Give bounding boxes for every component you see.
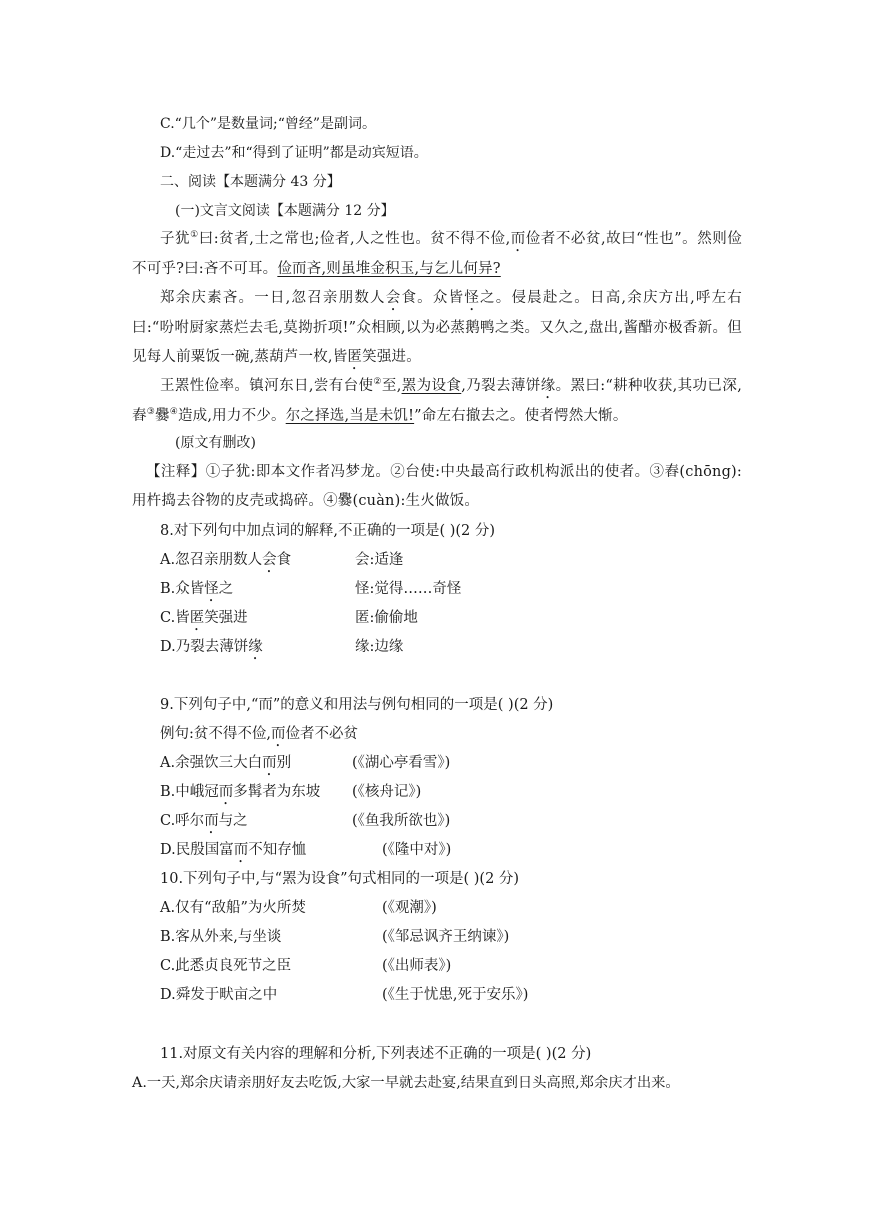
dotted-word: 缘 bbox=[540, 378, 556, 394]
option-d-line: D.“走过去”和“得到了证明”都是动宾短语。 bbox=[160, 145, 428, 161]
text: 笑强进。 bbox=[362, 349, 421, 366]
q10-option-c-source: (《出师表》) bbox=[382, 958, 452, 974]
annotation-note: 【注释】①子犹:即本文作者冯梦龙。②台使:中央最高行政机构派出的使者。③舂(chōng):用杵捣去谷物的皮壳或捣碎。④爨(cuàn):生火做饭。 bbox=[132, 464, 742, 510]
text: 之 bbox=[218, 581, 234, 597]
dotted-word: 而 bbox=[218, 784, 234, 800]
text: 爨 bbox=[154, 408, 170, 424]
q9-example bbox=[160, 724, 358, 750]
text: D.民殷国富 bbox=[160, 842, 234, 858]
dotted-word: 匿 bbox=[189, 610, 205, 626]
q8-option-c-def: 匿:偷偷地 bbox=[355, 610, 418, 626]
text: 例句:贫不得不俭, bbox=[160, 726, 271, 742]
text: 王罴性俭率。镇河东日,尝有台使 bbox=[160, 378, 374, 394]
q8-option-a bbox=[160, 550, 291, 576]
footnote-mark: ③ bbox=[146, 407, 155, 418]
text: D.乃裂去薄饼 bbox=[160, 639, 249, 655]
text: 俭者不必贫,故曰“性也”。然则俭不可乎?曰:吝不可耳。 bbox=[132, 231, 742, 277]
q8-option-c bbox=[160, 608, 248, 634]
section-heading: 二、阅读【本题满分 43 分】 bbox=[160, 174, 341, 190]
q8-option-d bbox=[160, 637, 263, 663]
text: B.中峨冠 bbox=[160, 784, 219, 800]
q9-option-a-source: (《湖心亭看雪》) bbox=[352, 755, 451, 771]
q8-option-b bbox=[160, 579, 233, 605]
dotted-word: 而 bbox=[233, 842, 249, 858]
text: 曰:贫者,士之常也;俭者,人之性也。贫不得不俭, bbox=[198, 231, 511, 247]
q10-option-d-source: (《生于忧患,死于安乐》) bbox=[382, 987, 529, 1003]
text: 食 bbox=[276, 552, 292, 568]
dotted-word: 而 bbox=[510, 231, 526, 247]
q9-option-b-source: (《核舟记》) bbox=[352, 784, 422, 800]
q9-option-a bbox=[160, 753, 291, 779]
q10-option-a: A.仅有“敌船”为火所焚 bbox=[160, 900, 306, 916]
q9-option-d-source: (《隆中对》) bbox=[382, 842, 452, 858]
text: A.忽召亲朋数人 bbox=[160, 552, 263, 568]
text: 不知存恤 bbox=[248, 842, 307, 858]
q10-option-b-source: (《邹忌讽齐王纳谏》) bbox=[382, 929, 510, 945]
q10-option-d: D.舜发于畎亩之中 bbox=[160, 987, 278, 1003]
text: ”命左右撤去之。使者愕然大惭。 bbox=[414, 408, 628, 424]
underlined-sentence: 尔之择选,当是未饥! bbox=[285, 408, 415, 424]
subsection-heading: (一)文言文阅读【本题满分 12 分】 bbox=[175, 203, 395, 219]
footnote-mark: ④ bbox=[169, 407, 178, 418]
footnote-mark: ② bbox=[373, 377, 382, 388]
text: 造成,用力不少。 bbox=[177, 408, 286, 424]
dotted-word: 而 bbox=[262, 755, 277, 771]
q11-stem: 11.对原文有关内容的理解和分析,下列表述不正确的一项是( )(2 分) bbox=[160, 1046, 592, 1062]
footnote-mark: ① bbox=[190, 230, 199, 241]
text: B.众皆 bbox=[160, 581, 205, 597]
dotted-word: 而 bbox=[204, 813, 219, 829]
q11-option-a: A.一天,郑余庆请亲朋好友去吃饭,大家一早就去赴宴,结果直到日头高照,郑余庆才出来。 bbox=[132, 1075, 680, 1091]
text: 多髯者为东坡 bbox=[233, 784, 321, 800]
dotted-word: 怪 bbox=[464, 290, 481, 306]
text: 别 bbox=[276, 755, 292, 771]
underlined-phrase: 罴为设食 bbox=[401, 378, 462, 394]
q9-option-d bbox=[160, 840, 306, 866]
text: C.皆 bbox=[160, 610, 190, 626]
passage-paragraph-1 bbox=[132, 225, 742, 284]
text: 子犹 bbox=[160, 231, 191, 247]
source-note: (原文有删改) bbox=[175, 435, 256, 451]
text: 郑余庆素吝。一日,忽召亲朋数人 bbox=[160, 290, 386, 306]
text: 。罴曰:“耕种收获,其功已深,舂 bbox=[132, 378, 743, 424]
q9-option-c bbox=[160, 811, 248, 837]
text: 食。众皆 bbox=[401, 290, 465, 306]
dotted-word: 缘 bbox=[248, 639, 263, 655]
text: C.呼尔 bbox=[160, 813, 205, 829]
text: 俭者不必贫 bbox=[285, 726, 358, 742]
dotted-word: 怪 bbox=[204, 581, 219, 597]
text: 笑强进 bbox=[204, 610, 248, 626]
text: 与之 bbox=[218, 813, 248, 829]
underlined-sentence: 俭而吝,则虽堆金积玉,与乞儿何异? bbox=[277, 261, 501, 277]
q9-stem: 9.下列句子中,“而”的意义和用法与例句相同的一项是( )(2 分) bbox=[160, 697, 554, 713]
q8-stem: 8.对下列句中加点词的解释,不正确的一项是( )(2 分) bbox=[160, 523, 496, 539]
passage-paragraph-2 bbox=[132, 284, 742, 373]
q10-option-a-source: (《观潮》) bbox=[382, 900, 437, 916]
text: 至, bbox=[381, 378, 402, 394]
q10-stem: 10.下列句子中,与“罴为设食”句式相同的一项是( )(2 分) bbox=[160, 871, 520, 887]
option-c-line: C.“几个”是数量词;“曾经”是副词。 bbox=[160, 116, 377, 132]
q9-option-c-source: (《鱼我所欲也》) bbox=[352, 813, 451, 829]
q8-option-d-def: 缘:边缘 bbox=[355, 639, 404, 655]
passage-paragraph-3 bbox=[132, 372, 742, 431]
dotted-word: 而 bbox=[271, 726, 286, 742]
q10-option-c: C.此悉贞良死节之臣 bbox=[160, 958, 292, 974]
dotted-word: 会 bbox=[262, 552, 277, 568]
dotted-word: 匿 bbox=[347, 349, 363, 366]
q10-option-b: B.客从外来,与坐谈 bbox=[160, 929, 282, 945]
q8-option-b-def: 怪:觉得……奇怪 bbox=[355, 581, 462, 597]
q8-option-a-def: 会:适逢 bbox=[355, 552, 404, 568]
dotted-word: 会 bbox=[385, 290, 402, 306]
text: 之。侵晨赴之。日高,余庆方出,呼左右曰:“吩咐厨家蒸烂去毛,莫拗折项!”众相顾,以为必蒸鹅鸭之类。又久之,盘出,酱醋亦极香新。但见每人前粟饭一碗,蒸葫芦一枚,皆 bbox=[132, 290, 743, 366]
text: ,乃裂去薄饼 bbox=[461, 378, 541, 394]
q9-option-b bbox=[160, 782, 320, 808]
text: A.余强饮三大白 bbox=[160, 755, 263, 771]
